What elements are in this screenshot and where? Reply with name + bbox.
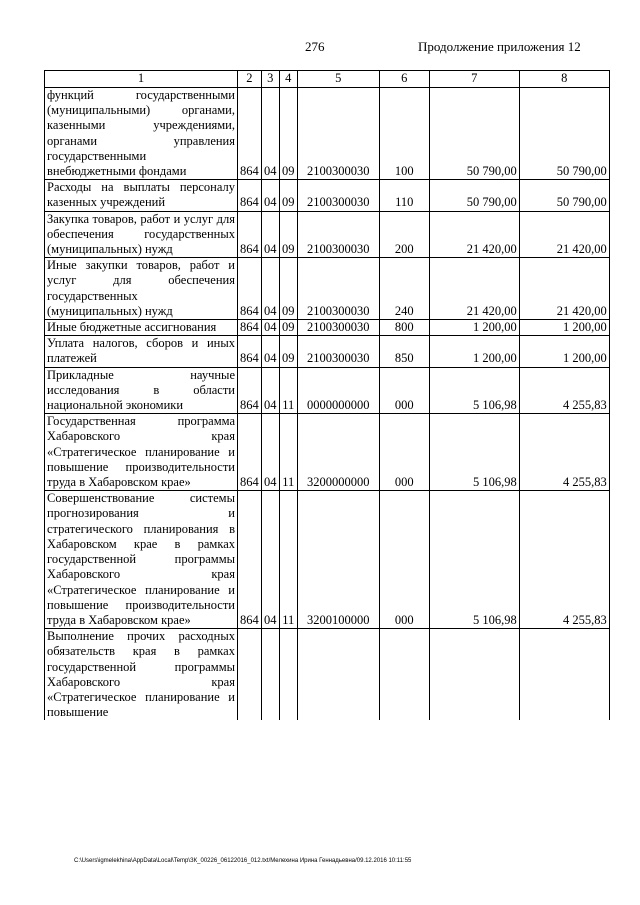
ministry-code-cell: 864 — [238, 211, 262, 258]
target-article-cell: 2100300030 — [297, 180, 379, 211]
target-article-cell: 2100300030 — [297, 211, 379, 258]
amount-cell: 50 790,00 — [519, 88, 609, 180]
amount-cell — [429, 629, 519, 721]
table-row — [45, 629, 610, 721]
ministry-code-cell — [238, 629, 262, 721]
target-article-cell: 3200000000 — [297, 414, 379, 491]
column-header: 6 — [379, 71, 429, 88]
amount-cell: 50 790,00 — [429, 180, 519, 211]
amount-cell: 5 106,98 — [429, 491, 519, 629]
ministry-code-cell: 864 — [238, 180, 262, 211]
expense-type-cell: 240 — [379, 258, 429, 320]
subsection-code-cell: 11 — [279, 367, 297, 414]
ministry-code-cell: 864 — [238, 367, 262, 414]
expense-type-cell: 000 — [379, 367, 429, 414]
row-name-cell: Выполнение прочих расходных обязательств края в рамках государственной программы Хабаровского края «Стратегическое планирование и повышение — [45, 629, 238, 721]
column-header: 4 — [279, 71, 297, 88]
expense-type-cell: 110 — [379, 180, 429, 211]
column-header: 5 — [297, 71, 379, 88]
section-code-cell: 04 — [261, 491, 279, 629]
expense-type-cell: 800 — [379, 320, 429, 336]
amount-cell: 4 255,83 — [519, 491, 609, 629]
table-row — [45, 180, 610, 211]
subsection-code-cell: 09 — [279, 88, 297, 180]
expense-type-cell: 100 — [379, 88, 429, 180]
section-code-cell: 04 — [261, 367, 279, 414]
table-row — [45, 258, 610, 320]
column-header: 3 — [261, 71, 279, 88]
appendix-continuation-label: Продолжение приложения 12 — [418, 39, 581, 54]
subsection-code-cell: 09 — [279, 336, 297, 367]
amount-cell: 1 200,00 — [429, 320, 519, 336]
section-code-cell: 04 — [261, 336, 279, 367]
ministry-code-cell: 864 — [238, 336, 262, 367]
ministry-code-cell: 864 — [238, 491, 262, 629]
ministry-code-cell: 864 — [238, 258, 262, 320]
expense-type-cell: 000 — [379, 491, 429, 629]
table-row — [45, 414, 610, 491]
ministry-code-cell: 864 — [238, 414, 262, 491]
section-code-cell: 04 — [261, 320, 279, 336]
row-name-cell: функций государственными (муниципальными) органами, казенными учреждениями, органами управления государственными внебюджетными фондами — [45, 88, 238, 180]
section-code-cell: 04 — [261, 88, 279, 180]
table-row — [45, 336, 610, 367]
column-header: 2 — [238, 71, 262, 88]
amount-cell — [519, 629, 609, 721]
amount-cell: 21 420,00 — [519, 258, 609, 320]
target-article-cell: 2100300030 — [297, 336, 379, 367]
expense-type-cell: 000 — [379, 414, 429, 491]
section-code-cell: 04 — [261, 211, 279, 258]
table-row — [45, 367, 610, 414]
amount-cell: 5 106,98 — [429, 367, 519, 414]
row-name-cell: Совершенствование системы прогнозирования и стратегического планирования в Хабаровском крае в рамках государственной программы Хабаровского края «Стратегическое планирование и повышение производительности труда в Хабаровском крае» — [45, 491, 238, 629]
section-code-cell: 04 — [261, 258, 279, 320]
ministry-code-cell: 864 — [238, 320, 262, 336]
table-row — [45, 211, 610, 258]
table-row — [45, 491, 610, 629]
amount-cell: 50 790,00 — [429, 88, 519, 180]
subsection-code-cell: 09 — [279, 180, 297, 211]
column-header: 1 — [45, 71, 238, 88]
section-code-cell: 04 — [261, 180, 279, 211]
subsection-code-cell — [279, 629, 297, 721]
subsection-code-cell: 11 — [279, 491, 297, 629]
row-name-cell: Расходы на выплаты персоналу казенных учреждений — [45, 180, 238, 211]
amount-cell: 21 420,00 — [429, 211, 519, 258]
amount-cell: 4 255,83 — [519, 367, 609, 414]
table-row — [45, 320, 610, 336]
file-path-footer: C:\Users\igmelekhina\AppData\Local\Temp\ЗК_00226_06122016_012.txt/Мелехина Ирина Геннадьевна/09.12.2016 10:11:55 — [74, 858, 412, 864]
target-article-cell: 2100300030 — [297, 88, 379, 180]
target-article-cell — [297, 629, 379, 721]
amount-cell: 5 106,98 — [429, 414, 519, 491]
column-header: 8 — [519, 71, 609, 88]
section-code-cell: 04 — [261, 414, 279, 491]
subsection-code-cell: 11 — [279, 414, 297, 491]
expense-type-cell: 850 — [379, 336, 429, 367]
row-name-cell: Государственная программа Хабаровского края «Стратегическое планирование и повышение производительности труда в Хабаровском крае» — [45, 414, 238, 491]
budget-table — [44, 70, 610, 720]
amount-cell: 21 420,00 — [519, 211, 609, 258]
amount-cell: 4 255,83 — [519, 414, 609, 491]
row-name-cell: Иные закупки товаров, работ и услуг для обеспечения государственных (муниципальных) нужд — [45, 258, 238, 320]
row-name-cell: Прикладные научные исследования в области национальной экономики — [45, 367, 238, 414]
subsection-code-cell: 09 — [279, 211, 297, 258]
target-article-cell: 0000000000 — [297, 367, 379, 414]
page-number: 276 — [305, 39, 325, 54]
amount-cell: 50 790,00 — [519, 180, 609, 211]
row-name-cell: Уплата налогов, сборов и иных платежей — [45, 336, 238, 367]
row-name-cell: Закупка товаров, работ и услуг для обеспечения государственных (муниципальных) нужд — [45, 211, 238, 258]
row-name-cell: Иные бюджетные ассигнования — [45, 320, 238, 336]
ministry-code-cell: 864 — [238, 88, 262, 180]
expense-type-cell: 200 — [379, 211, 429, 258]
table-header-row — [45, 71, 610, 88]
column-header: 7 — [429, 71, 519, 88]
target-article-cell: 2100300030 — [297, 320, 379, 336]
target-article-cell: 2100300030 — [297, 258, 379, 320]
amount-cell: 1 200,00 — [519, 320, 609, 336]
subsection-code-cell: 09 — [279, 320, 297, 336]
target-article-cell: 3200100000 — [297, 491, 379, 629]
amount-cell: 1 200,00 — [429, 336, 519, 367]
subsection-code-cell: 09 — [279, 258, 297, 320]
section-code-cell — [261, 629, 279, 721]
expense-type-cell — [379, 629, 429, 721]
amount-cell: 1 200,00 — [519, 336, 609, 367]
amount-cell: 21 420,00 — [429, 258, 519, 320]
table-row — [45, 88, 610, 180]
